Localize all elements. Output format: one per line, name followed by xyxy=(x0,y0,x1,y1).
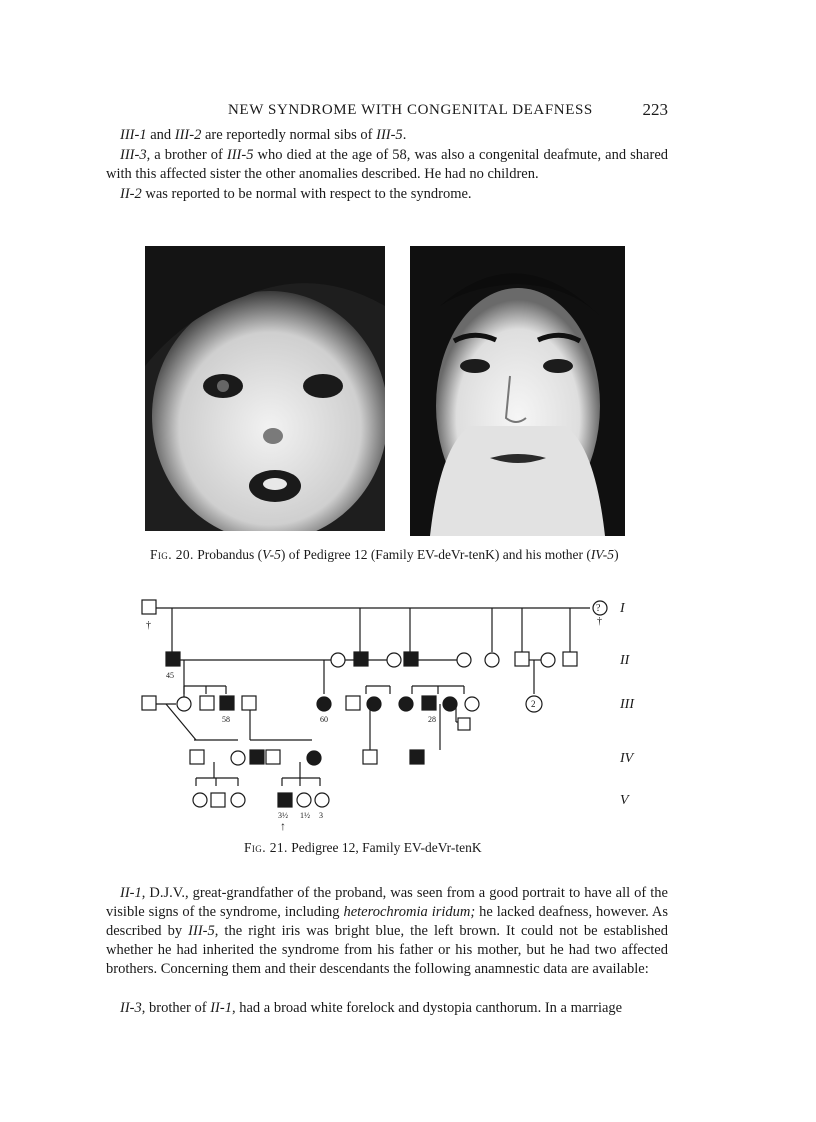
age-label: 45 xyxy=(166,671,174,680)
pedigree-chart xyxy=(120,590,660,840)
text-run: was reported to be normal with respect to the syndrome. xyxy=(141,186,472,202)
deceased-mark: † xyxy=(146,620,151,631)
italic-text: II-1 xyxy=(120,885,142,901)
text-run: . xyxy=(402,127,407,143)
pedigree-male-unaffected xyxy=(142,696,156,710)
figure-20-text xyxy=(194,547,619,562)
italic-text: heterochromia iridum; xyxy=(343,904,476,920)
pedigree-mark: 2 xyxy=(531,699,536,709)
paragraph xyxy=(106,146,668,184)
paragraph xyxy=(106,999,668,1018)
pedigree-male-unaffected xyxy=(458,718,470,730)
pedigree-female-unaffected xyxy=(177,697,191,711)
text-run: are reportedly normal sibs of xyxy=(201,127,377,143)
pedigree-female-unaffected xyxy=(315,793,329,807)
pedigree-male-unaffected xyxy=(142,600,156,614)
italic-text: III-5 xyxy=(376,127,403,143)
text-run: , the right iris was bright blue, the left brown. It could not be established whether he had inherited the syndrome from his father or his mother, but he had two affected brothers. Concerning them and their descendants the following anamnestic data are available: xyxy=(106,923,668,977)
photo-child-probandus xyxy=(145,246,385,531)
age-label: 58 xyxy=(222,715,230,724)
pedigree-male-unaffected xyxy=(515,652,529,666)
pedigree-male-unaffected xyxy=(563,652,577,666)
figure-21-text: Pedigree 12, Family EV-deVr-tenK xyxy=(287,840,482,855)
age-label: 3 xyxy=(319,811,323,820)
generation-label: IV xyxy=(620,751,634,766)
text-run: , D.J.V., great-grandfather of the proband, was seen from a good portrait to have all of the visible signs of the syndrome, including xyxy=(106,885,668,920)
pedigree-male-affected xyxy=(410,750,424,764)
pedigree-male-unaffected xyxy=(242,696,256,710)
pedigree-female-unaffected xyxy=(485,653,499,667)
pedigree-male-affected xyxy=(220,696,234,710)
deceased-mark: † xyxy=(597,616,602,627)
paragraph xyxy=(106,884,668,979)
italic-text: IV-5 xyxy=(590,547,615,562)
age-label: 1½ xyxy=(300,811,310,820)
generation-label: III xyxy=(620,697,634,712)
pedigree-male-affected xyxy=(354,652,368,666)
pedigree-male-affected-proband xyxy=(278,793,292,807)
figure-20-label: Fig. 20. xyxy=(150,547,194,562)
pedigree-male-affected xyxy=(404,652,418,666)
figure-21-label: Fig. 21. xyxy=(244,840,288,855)
pedigree-male-unaffected xyxy=(190,750,204,764)
photo-mother xyxy=(410,246,625,536)
text-run: , had a broad white forelock and dystopia canthorum. In a marriage xyxy=(231,1000,623,1016)
pedigree-female-unaffected xyxy=(387,653,401,667)
pedigree-female-affected xyxy=(399,697,413,711)
italic-text: III-5 xyxy=(188,923,215,939)
italic-text: III-2 xyxy=(174,127,202,143)
italic-text: V-5 xyxy=(262,547,281,562)
pedigree-female-unaffected xyxy=(231,793,245,807)
generation-label: II xyxy=(620,653,630,668)
pedigree-female-unaffected xyxy=(193,793,207,807)
italic-text: III-1 xyxy=(120,127,147,143)
page-number: 223 xyxy=(642,100,668,119)
age-label: 60 xyxy=(320,715,328,724)
text-run: who died at the age of 58, was also a congenital deafmute, and shared with this affected sister the other anomalies described. He had no children. xyxy=(106,147,669,182)
paragraph xyxy=(106,126,668,145)
generation-label: I xyxy=(620,601,625,616)
running-header xyxy=(106,102,668,124)
text-run: and xyxy=(146,127,175,143)
pedigree-female-unaffected xyxy=(231,751,245,765)
proband-arrow: ↑ xyxy=(280,819,286,833)
pedigree-male-affected xyxy=(166,652,180,666)
paragraph xyxy=(106,185,668,204)
text-run: ) of Pedigree 12 (Family EV-deVr-tenK) and his mother ( xyxy=(280,547,591,562)
pedigree-male-unaffected xyxy=(363,750,377,764)
pedigree-female-affected xyxy=(443,697,457,711)
pedigree-male-unaffected xyxy=(211,793,225,807)
pedigree-female-unaffected xyxy=(465,697,479,711)
text-run: he lacked deafness, however. As described by xyxy=(106,904,669,939)
pedigree-male-affected xyxy=(250,750,264,764)
pedigree-female-affected xyxy=(367,697,381,711)
figure-20-caption xyxy=(150,547,670,563)
age-label: 28 xyxy=(428,715,436,724)
generation-label: V xyxy=(620,793,629,808)
pedigree-female-unaffected xyxy=(297,793,311,807)
age-label: 3½ xyxy=(278,811,288,820)
text-run: ) xyxy=(614,547,619,562)
figure-21-caption xyxy=(244,840,564,856)
pedigree-female-unaffected xyxy=(331,653,345,667)
pedigree-male-unaffected xyxy=(200,696,214,710)
pedigree-mark: ? xyxy=(596,603,601,614)
running-title: NEW SYNDROME WITH CONGENITAL DEAFNESS xyxy=(228,102,593,118)
pedigree-female-unaffected xyxy=(541,653,555,667)
text-run: , brother of xyxy=(141,1000,211,1016)
text-run: Probandus ( xyxy=(193,547,263,562)
italic-text: III-5 xyxy=(226,147,254,163)
text-run: , a brother of xyxy=(146,147,227,163)
pedigree-female-unaffected xyxy=(457,653,471,667)
pedigree-female-affected xyxy=(307,751,321,765)
italic-text: II-3 xyxy=(120,1000,142,1016)
pedigree-male-unaffected xyxy=(346,696,360,710)
italic-text: III-3 xyxy=(120,147,147,163)
pedigree-male-unaffected xyxy=(266,750,280,764)
pedigree-male-affected xyxy=(422,696,436,710)
italic-text: II-2 xyxy=(120,186,142,202)
italic-text: II-1 xyxy=(210,1000,232,1016)
pedigree-female-affected xyxy=(317,697,331,711)
